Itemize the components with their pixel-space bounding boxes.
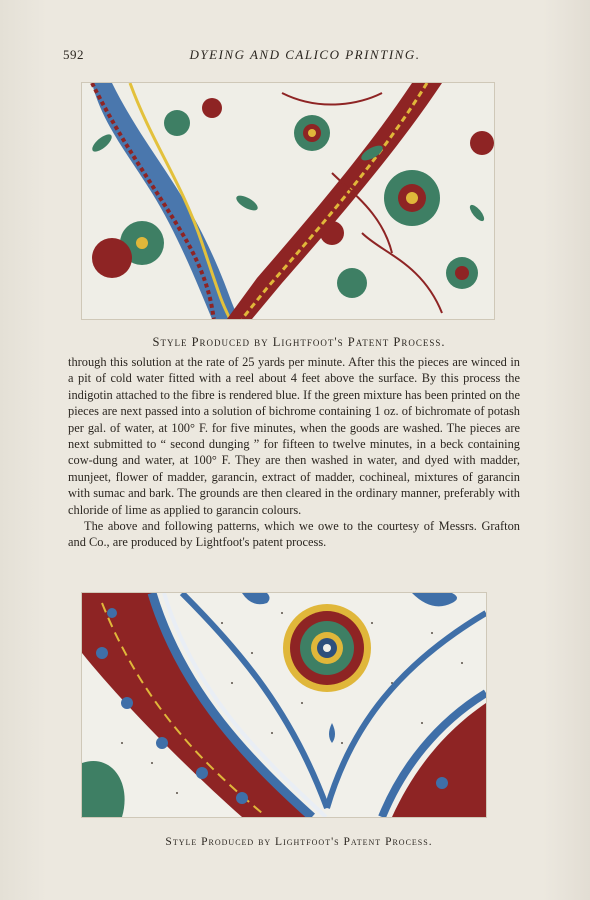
- plate-caption-top: Style Produced by Lightfoot's Patent Process.: [152, 335, 446, 349]
- running-title: DYEING AND CALICO PRINTING.: [189, 47, 421, 62]
- page-number: 592: [63, 47, 84, 62]
- paragraph: The above and following patterns, which we owe to the courtesy of Messrs. Grafton and Co., are produced by Lightfoot's patent process.: [68, 519, 520, 550]
- fabric-pattern-top-image: [82, 83, 494, 319]
- fabric-plate-bottom: [82, 593, 486, 817]
- paragraph: through this solution at the rate of 25 yards per minute. After this the pieces are winced in a pit of cold water fitted with a reel about 4 feet above the surface. By this process the indigotin attached to the fibre is rendered blue. If the green mixture has been printed on the pieces are next passed into a solution of bichrome containing 1 oz. of bichromate of potash per gal. of water, at 100° F. for five minutes, when the goods are washed. The pieces are next submitted to “ second dunging ” for fifteen to twelve minutes, in a beck containing cow-dung and water, at 100° F. They are then washed in water, and dyed with madder, munjeet, flower of madder, garancin, extract of madder, cochineal, mixtures of garancin with sumac and bark. The grounds are then cleared in the ordinary manner, preferably with chloride of lime as applied to garancin colours.: [68, 355, 520, 517]
- plate-caption-bottom: Style Produced by Lightfoot's Patent Process.: [165, 836, 433, 848]
- body-text: [68, 354, 520, 551]
- fabric-plate-top: [82, 83, 494, 319]
- fabric-pattern-bottom-image: [82, 593, 486, 817]
